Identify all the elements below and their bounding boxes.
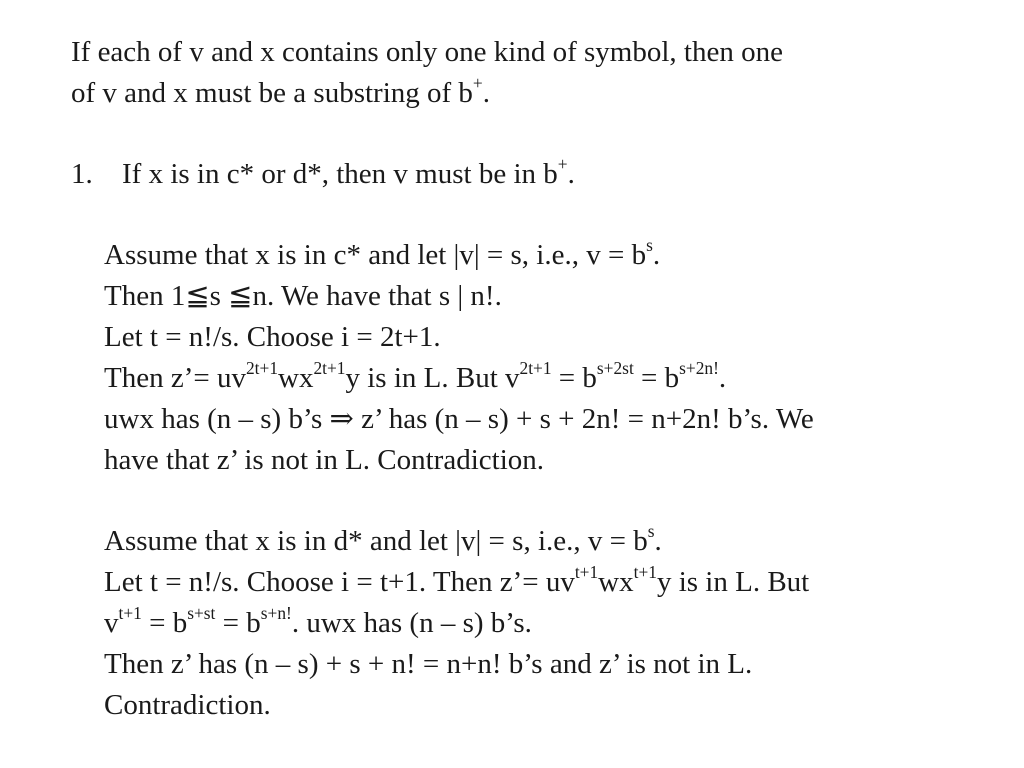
text-segment: of v and x must be a substring of b (71, 77, 473, 109)
superscript: s+n! (260, 602, 292, 623)
text-segment: If x is in c* or d*, then v must be in b (122, 158, 558, 190)
superscript: t+1 (633, 561, 657, 582)
text-segment: . (654, 525, 662, 557)
case-d-line-2 (104, 561, 810, 599)
superscript: s+2st (596, 357, 634, 378)
text-segment: y is in L. But v (345, 362, 520, 394)
text-segment: = b (215, 607, 261, 639)
superscript: + (557, 153, 568, 174)
list-item-1 (71, 153, 575, 191)
case-c-line-6: have that z’ is not in L. Contradiction. (104, 444, 544, 476)
case-d-line-3 (104, 602, 532, 640)
superscript: s (646, 234, 653, 255)
superscript: t+1 (574, 561, 599, 582)
text-segment: . (652, 239, 661, 271)
case-c-line-5: uwx has (n – s) b’s ⇒ z’ has (n – s) + s + 2n! = n+2n! b’s. We (104, 403, 814, 435)
superscript: t+1 (118, 602, 142, 623)
superscript: + (472, 72, 483, 93)
text-segment: y is in L. But (656, 566, 810, 598)
text-segment: wx (598, 566, 634, 598)
text-segment: = b (551, 362, 597, 394)
intro-line-2 (71, 72, 490, 110)
text-segment: wx (278, 362, 314, 394)
intro-line-1: If each of v and x contains only one kind of symbol, then one (71, 36, 783, 68)
text-segment: . (482, 77, 490, 109)
superscript: s (647, 520, 655, 541)
superscript: 2t+1 (245, 357, 279, 378)
case-c-line-4 (104, 357, 727, 395)
text-segment: Then z’= uv (104, 362, 246, 394)
case-c-line-1 (104, 234, 661, 272)
text-segment: v (104, 607, 119, 639)
case-c-line-2: Then 1≦s ≦n. We have that s | n!. (104, 280, 502, 312)
text-segment: Assume that x is in c* and let |v| = s, i.e., v = b (104, 239, 647, 271)
superscript: 2t+1 (313, 357, 346, 378)
text-segment: = b (141, 607, 188, 639)
case-c-line-3: Let t = n!/s. Choose i = 2t+1. (104, 321, 441, 353)
case-d-line-1 (104, 520, 662, 558)
superscript: 2t+1 (519, 357, 552, 378)
text-segment: Let t = n!/s. Choose i = t+1. Then z’= uv (104, 566, 575, 598)
list-number: 1. (71, 158, 93, 190)
text-segment: . (567, 158, 575, 190)
superscript: s+st (187, 602, 216, 623)
text-segment: . uwx has (n – s) b’s. (291, 607, 532, 639)
case-d-line-4: Then z’ has (n – s) + s + n! = n+n! b’s and z’ is not in L. (104, 648, 753, 680)
superscript: s+2n! (679, 357, 719, 378)
text-segment: = b (633, 362, 680, 394)
text-segment: . (718, 362, 727, 394)
case-d-line-5: Contradiction. (104, 689, 271, 721)
text-segment: Assume that x is in d* and let |v| = s, i.e., v = b (104, 525, 648, 557)
